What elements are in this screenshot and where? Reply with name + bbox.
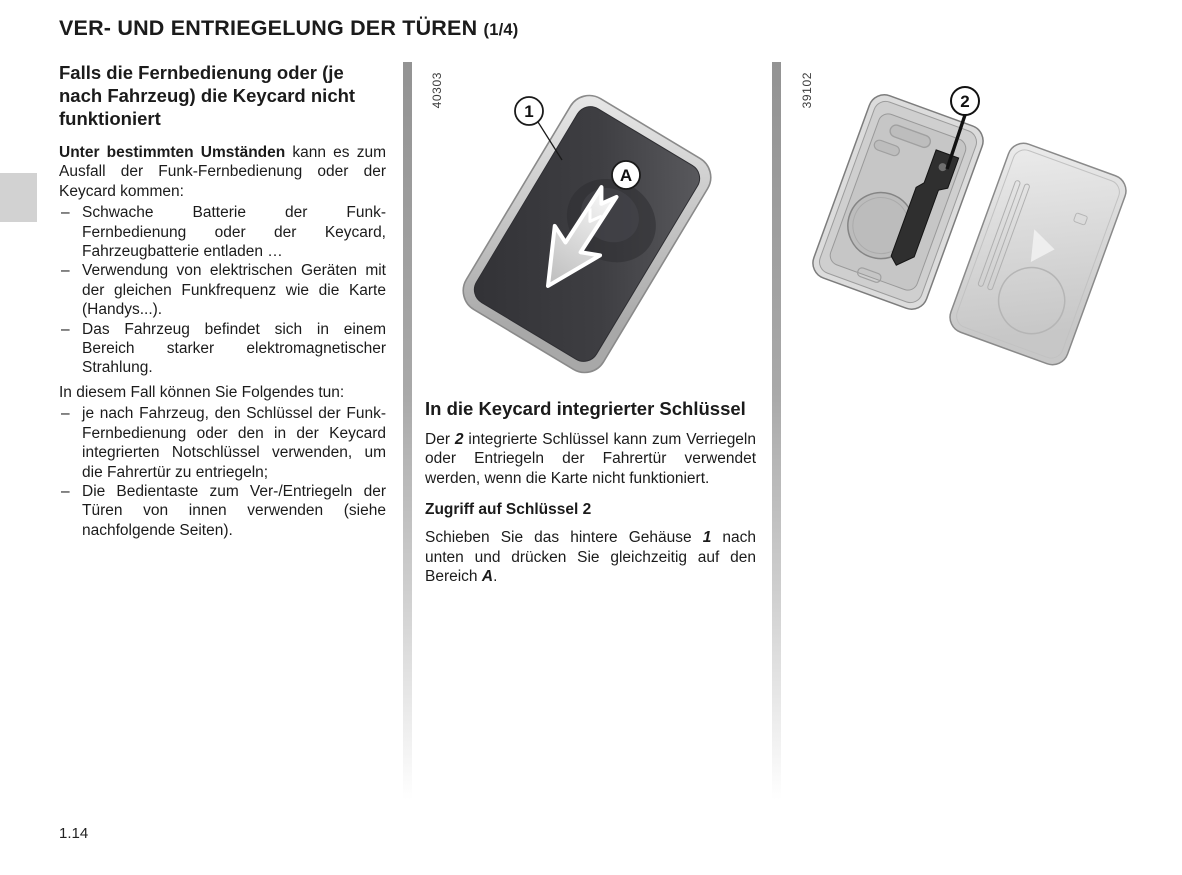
keycard-back-cover	[946, 139, 1130, 369]
action-list	[59, 404, 386, 540]
intro-rest: kann es zum Ausfall der Funk-Fernbedienung oder der Keycard kommen:	[59, 144, 386, 200]
action-item	[59, 404, 386, 482]
access-paragraph	[425, 528, 756, 586]
intro-bold: Unter bestimmten Umständen	[59, 144, 286, 161]
column-separator-left	[403, 62, 412, 800]
dash-marker: –	[61, 482, 70, 500]
dash-marker: –	[61, 204, 70, 222]
action-text: Die Bedientaste zum Ver-/Entriegeln der Türen von innen verwenden (siehe nachfolgende Seiten).	[82, 482, 386, 539]
figure-number: 39102	[800, 72, 814, 109]
section-tab	[0, 173, 37, 222]
dash-marker: –	[61, 405, 70, 423]
callout-2-label: 2	[960, 92, 970, 111]
key-para-post: integrierte Schlüssel kann zum Verriegeln oder Entriegeln der Fahrertür verwendet werden, wenn die Karte nicht funktioniert.	[425, 431, 756, 487]
page-number: 1.14	[59, 825, 89, 842]
keycard-open-figure	[795, 62, 1130, 388]
cause-list	[59, 203, 386, 378]
right-column	[795, 62, 1130, 388]
cause-item	[59, 261, 386, 319]
integrated-key-heading: In die Keycard integrierter Schlüssel	[425, 398, 746, 419]
access-p2: nach unten und drücken Sie gleichzeitig auf den Bereich	[425, 529, 756, 586]
page-title-part: (1/4)	[483, 21, 519, 39]
dash-marker: –	[61, 262, 70, 280]
callout-1-label: 1	[524, 102, 534, 121]
cause-text: Verwendung von elektrischen Geräten mit der gleichen Funkfrequenz wie die Karte (Handys...).	[82, 262, 386, 319]
actions-intro: In diesem Fall können Sie Folgendes tun:	[59, 383, 345, 401]
action-text: je nach Fahrzeug, den Schlüssel der Funk-Fernbedienung oder den in der Keycard integrierten Notschlüssel verwenden, um die Fahrertür zu entriegeln;	[82, 405, 386, 481]
intro-paragraph	[59, 143, 386, 201]
key-para-pre: Der	[425, 431, 455, 448]
cause-text: Das Fahrzeug befindet sich in einem Bereich starker elektromagnetischer Strahlung.	[82, 320, 386, 377]
callout-a-label: A	[619, 166, 633, 185]
key-para-ref: 2	[454, 431, 464, 448]
page-title-text: VER- UND ENTRIEGELUNG DER TÜREN	[59, 16, 478, 40]
keycard-front-illustration	[425, 62, 756, 388]
figure-number: 40303	[430, 72, 444, 109]
action-item	[59, 482, 386, 540]
keycard-open-illustration	[795, 62, 1130, 388]
column-separator-right	[772, 62, 781, 800]
access-subheading: Zugriff auf Schlüssel 2	[425, 501, 592, 519]
access-ref2: A	[481, 568, 494, 586]
access-p1: Schieben Sie das hintere Gehäuse	[425, 529, 703, 547]
cause-item	[59, 320, 386, 378]
access-p3: .	[493, 568, 498, 586]
cause-item	[59, 203, 386, 261]
keycard-front-figure	[425, 62, 756, 388]
cause-text: Schwache Batterie der Funk-Fernbedienung oder der Keycard, Fahrzeugbatterie entladen …	[82, 204, 386, 261]
dash-marker: –	[61, 320, 70, 338]
middle-column	[425, 62, 756, 586]
access-ref1: 1	[702, 529, 712, 547]
integrated-key-paragraph	[425, 430, 756, 488]
page-title	[59, 16, 518, 41]
left-column	[59, 61, 386, 540]
subsection-heading: Falls die Fernbedienung oder (je nach Fahrzeug) die Keycard nicht funktioniert	[59, 62, 356, 129]
